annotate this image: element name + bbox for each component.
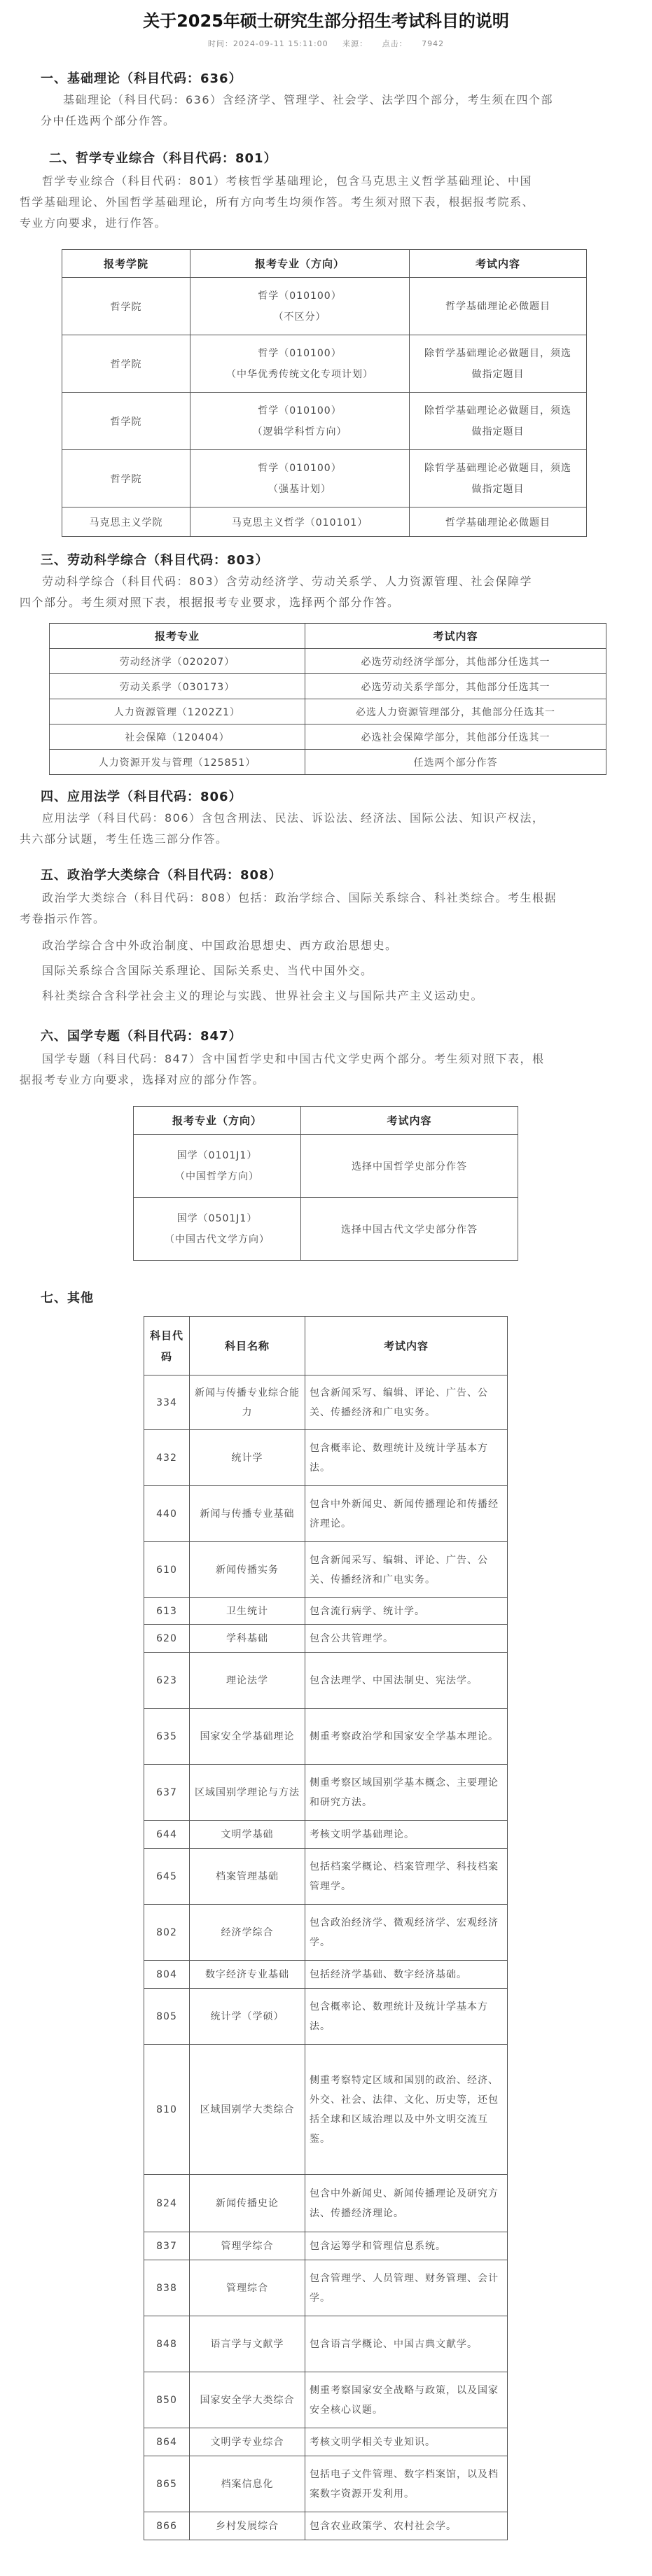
table-row xyxy=(50,724,606,750)
table-header-row xyxy=(62,250,587,278)
major-line: 国学（0501J1） xyxy=(176,1212,258,1224)
column-header: 考试内容 xyxy=(301,1107,518,1135)
table-row xyxy=(50,750,606,775)
content-cell: 必选劳动关系学部分，其他部分任选其一 xyxy=(305,674,606,699)
name-cell: 档案管理基础 xyxy=(190,1849,305,1905)
content-cell xyxy=(410,393,587,450)
content-cell xyxy=(410,278,587,335)
table-row xyxy=(144,2372,508,2428)
content-line: 做指定题目 xyxy=(471,483,525,495)
name-cell: 新闻传播实务 xyxy=(190,1542,305,1598)
table-row xyxy=(144,1765,508,1821)
click-count: 7942 xyxy=(422,39,445,48)
content-line: 除哲学基础理论必做题目，须选 xyxy=(424,347,571,359)
section-4-line: 共六部分试题，考生任选三部分作答。 xyxy=(20,832,228,846)
section-5-line: 科社类综合含科学社会主义的理论与实践、世界社会主义与国际共产主义运动史。 xyxy=(42,989,484,1002)
clicks-label: 点击： xyxy=(382,39,408,48)
content-cell: 包含法理学、中国法制史、宪法学。 xyxy=(305,1653,508,1709)
major-cell xyxy=(134,1198,301,1261)
name-cell: 理论法学 xyxy=(190,1653,305,1709)
major-cell xyxy=(190,278,410,335)
table-row xyxy=(144,1542,508,1598)
content-line: 除哲学基础理论必做题目，须选 xyxy=(424,462,571,474)
content-cell: 考核文明学基础理论。 xyxy=(305,1821,508,1849)
section-5-heading: 五、政治学大类综合（科目代码：808） xyxy=(41,868,282,883)
code-cell: 440 xyxy=(144,1486,190,1542)
table-row xyxy=(144,1821,508,1849)
code-cell: 613 xyxy=(144,1598,190,1625)
code-cell: 810 xyxy=(144,2045,190,2175)
content-cell: 必选人力资源管理部分，其他部分任选其一 xyxy=(305,699,606,724)
name-cell: 卫生统计 xyxy=(190,1598,305,1625)
table-row xyxy=(144,2175,508,2232)
table-row xyxy=(62,450,587,507)
content-cell: 包括经济学基础、数字经济基础。 xyxy=(305,1961,508,1989)
name-cell: 新闻与传播专业综合能力 xyxy=(190,1376,305,1430)
column-header: 考试内容 xyxy=(305,1317,508,1376)
table-header-row xyxy=(134,1107,518,1135)
code-cell: 866 xyxy=(144,2512,190,2540)
code-cell: 865 xyxy=(144,2456,190,2512)
college-cell: 哲学院 xyxy=(62,335,190,393)
article-meta xyxy=(0,38,652,49)
code-cell: 623 xyxy=(144,1653,190,1709)
table-row xyxy=(144,1625,508,1653)
college-cell: 马克思主义学院 xyxy=(62,507,190,537)
content-cell: 哲学基础理论必做题目 xyxy=(410,507,587,537)
section-2-body xyxy=(20,171,643,234)
table-row xyxy=(134,1135,518,1198)
source-label: 来源： xyxy=(342,39,368,48)
column-header: 考试内容 xyxy=(410,250,587,278)
major-cell: 人力资源开发与管理（125851） xyxy=(50,750,305,775)
other-subjects-table xyxy=(144,1316,508,2540)
major-cell xyxy=(190,393,410,450)
table-row xyxy=(144,2232,508,2260)
content-cell: 包含运筹学和管理信息系统。 xyxy=(305,2232,508,2260)
table-row xyxy=(144,1905,508,1961)
content-cell: 包括电子文件管理、数字档案馆，以及档案数字资源开发利用。 xyxy=(305,2456,508,2512)
content-line: 做指定题目 xyxy=(471,426,525,438)
publish-time: 时间：2024-09-11 15:11:00 xyxy=(207,39,328,48)
table-row xyxy=(144,2428,508,2456)
major-cell xyxy=(134,1135,301,1198)
major-line: 哲学（010100） xyxy=(258,290,342,302)
code-cell: 432 xyxy=(144,1430,190,1486)
name-cell: 国家安全学大类综合 xyxy=(190,2372,305,2428)
table-header-row xyxy=(144,1317,508,1376)
major-line: （中国古代文学方向） xyxy=(165,1233,270,1245)
major-cell: 人力资源管理（1202Z1） xyxy=(50,699,305,724)
major-cell: 劳动经济学（020207） xyxy=(50,649,305,674)
name-cell: 区域国别学大类综合 xyxy=(190,2045,305,2175)
table-row xyxy=(144,1653,508,1709)
major-line: （不区分） xyxy=(273,311,326,323)
major-line: （逻辑学科哲方向） xyxy=(252,426,347,438)
major-cell: 马克思主义哲学（010101） xyxy=(190,507,410,537)
content-cell: 侧重考察区域国别学基本概念、主要理论和研究方法。 xyxy=(305,1765,508,1821)
table-row xyxy=(144,1376,508,1430)
code-cell: 644 xyxy=(144,1821,190,1849)
content-cell: 包含概率论、数理统计及统计学基本方法。 xyxy=(305,1430,508,1486)
content-cell: 考核文明学相关专业知识。 xyxy=(305,2428,508,2456)
table-row xyxy=(144,1989,508,2045)
labor-table xyxy=(49,623,606,775)
name-cell: 新闻传播史论 xyxy=(190,2175,305,2232)
content-cell: 包含农业政策学、农村社会学。 xyxy=(305,2512,508,2540)
content-cell: 包含语言学概论、中国古典文献学。 xyxy=(305,2316,508,2372)
table-row xyxy=(144,2456,508,2512)
content-cell: 包含新闻采写、编辑、评论、广告、公关、传播经济和广电实务。 xyxy=(305,1376,508,1430)
name-cell: 乡村发展综合 xyxy=(190,2512,305,2540)
content-line: 哲学基础理论必做题目 xyxy=(445,300,550,312)
section-2-heading: 二、哲学专业综合（科目代码：801） xyxy=(49,151,277,166)
table-row xyxy=(144,1849,508,1905)
table-row xyxy=(62,335,587,393)
table-row xyxy=(50,699,606,724)
major-line: 哲学（010100） xyxy=(258,347,342,359)
section-7-heading: 七、其他 xyxy=(41,1291,94,1306)
major-line: 哲学（010100） xyxy=(258,462,342,474)
content-cell: 包含流行病学、统计学。 xyxy=(305,1598,508,1625)
name-cell: 学科基础 xyxy=(190,1625,305,1653)
content-cell: 侧重考察国家安全战略与政策，以及国家安全核心议题。 xyxy=(305,2372,508,2428)
name-cell: 统计学（学硕） xyxy=(190,1989,305,2045)
column-header: 报考专业（方向） xyxy=(134,1107,301,1135)
code-cell: 805 xyxy=(144,1989,190,2045)
name-cell: 文明学专业综合 xyxy=(190,2428,305,2456)
code-cell: 837 xyxy=(144,2232,190,2260)
content-cell: 包含中外新闻史、新闻传播理论及研究方法、传播经济理论。 xyxy=(305,2175,508,2232)
code-cell: 610 xyxy=(144,1542,190,1598)
table-row xyxy=(144,1961,508,1989)
content-cell: 侧重考察政治学和国家安全学基本理论。 xyxy=(305,1709,508,1765)
content-line: 除哲学基础理论必做题目，须选 xyxy=(424,405,571,416)
code-cell: 850 xyxy=(144,2372,190,2428)
code-cell: 838 xyxy=(144,2260,190,2316)
column-header: 报考学院 xyxy=(62,250,190,278)
code-cell: 864 xyxy=(144,2428,190,2456)
sinology-table xyxy=(133,1106,518,1261)
code-cell: 334 xyxy=(144,1376,190,1430)
page-title: 关于2025年硕士研究生部分招生考试科目的说明 xyxy=(143,11,509,31)
column-header: 科目代码 xyxy=(144,1317,190,1376)
table-row xyxy=(50,674,606,699)
college-cell: 哲学院 xyxy=(62,393,190,450)
section-4-body xyxy=(20,808,643,850)
major-line: （中国哲学方向） xyxy=(175,1170,259,1182)
table-row xyxy=(134,1198,518,1261)
major-cell: 劳动关系学（030173） xyxy=(50,674,305,699)
table-row xyxy=(50,649,606,674)
section-5-line: 国际关系综合含国际关系理论、国际关系史、当代中国外交。 xyxy=(42,964,373,977)
name-cell: 新闻与传播专业基础 xyxy=(190,1486,305,1542)
table-row xyxy=(62,393,587,450)
section-4-heading: 四、应用法学（科目代码：806） xyxy=(41,790,242,804)
section-1-body xyxy=(41,90,643,132)
section-4-line: 应用法学（科目代码：806）含包含刑法、民法、诉讼法、经济法、国际公法、知识产权法， xyxy=(42,811,545,825)
content-cell xyxy=(410,335,587,393)
content-cell: 包含中外新闻史、新闻传播理论和传播经济理论。 xyxy=(305,1486,508,1542)
content-cell: 选择中国古代文学史部分作答 xyxy=(301,1198,518,1261)
philosophy-table xyxy=(62,249,587,537)
major-line: 国学（0101J1） xyxy=(176,1149,258,1161)
section-5-body xyxy=(20,888,643,1007)
table-row xyxy=(144,1486,508,1542)
table-row xyxy=(144,1430,508,1486)
section-5-line: 考卷指示作答。 xyxy=(20,912,106,925)
column-header: 考试内容 xyxy=(305,624,606,649)
name-cell: 经济学综合 xyxy=(190,1905,305,1961)
major-cell xyxy=(190,335,410,393)
section-3-line: 劳动科学综合（科目代码：803）含劳动经济学、劳动关系学、人力资源管理、社会保障学 xyxy=(42,575,533,588)
content-cell: 必选社会保障学部分，其他部分任选其一 xyxy=(305,724,606,750)
section-6-line: 据报考专业方向要求，选择对应的部分作答。 xyxy=(20,1073,265,1086)
section-2-line: 哲学专业综合（科目代码：801）考核哲学基础理论，包含马克思主义哲学基础理论、中国 xyxy=(42,174,533,188)
code-cell: 635 xyxy=(144,1709,190,1765)
content-cell xyxy=(410,450,587,507)
major-line: （强基计划） xyxy=(268,483,331,495)
content-cell: 侧重考察特定区域和国别的政治、经济、外交、社会、法律、文化、历史等，还包括全球和区域治理以及中外文明交流互鉴。 xyxy=(305,2045,508,2175)
table-row xyxy=(62,278,587,335)
name-cell: 区域国别学理论与方法 xyxy=(190,1765,305,1821)
table-row xyxy=(144,2512,508,2540)
content-cell: 包含新闻采写、编辑、评论、广告、公关、传播经济和广电实务。 xyxy=(305,1542,508,1598)
section-1-line: 分中任选两个部分作答。 xyxy=(41,114,176,127)
table-row xyxy=(144,2316,508,2372)
section-2-line: 哲学基础理论、外国哲学基础理论，所有方向考生均须作答。考生须对照下表，根据报考院系、 xyxy=(20,195,535,209)
table-row xyxy=(62,507,587,537)
column-header: 科目名称 xyxy=(190,1317,305,1376)
name-cell: 管理学综合 xyxy=(190,2232,305,2260)
name-cell: 国家安全学基础理论 xyxy=(190,1709,305,1765)
content-cell: 包括档案学概论、档案管理学、科技档案管理学。 xyxy=(305,1849,508,1905)
section-5-line: 政治学大类综合（科目代码：808）包括：政治学综合、国际关系综合、科社类综合。考生根据 xyxy=(42,891,557,904)
college-cell: 哲学院 xyxy=(62,278,190,335)
section-6-body xyxy=(20,1049,643,1091)
college-cell: 哲学院 xyxy=(62,450,190,507)
name-cell: 统计学 xyxy=(190,1430,305,1486)
section-6-heading: 六、国学专题（科目代码：847） xyxy=(41,1029,242,1044)
code-cell: 848 xyxy=(144,2316,190,2372)
content-cell: 选择中国哲学史部分作答 xyxy=(301,1135,518,1198)
section-1-heading: 一、基础理论（科目代码：636） xyxy=(41,71,242,86)
major-line: 哲学（010100） xyxy=(258,405,342,416)
name-cell: 文明学基础 xyxy=(190,1821,305,1849)
section-6-line: 国学专题（科目代码：847）含中国哲学史和中国古代文学史两个部分。考生须对照下表，根 xyxy=(42,1052,545,1065)
content-cell: 任选两个部分作答 xyxy=(305,750,606,775)
content-line: 做指定题目 xyxy=(471,368,525,380)
name-cell: 管理综合 xyxy=(190,2260,305,2316)
code-cell: 804 xyxy=(144,1961,190,1989)
content-cell: 包含管理学、人员管理、财务管理、会计学。 xyxy=(305,2260,508,2316)
table-row xyxy=(144,2045,508,2175)
section-1-line: 基础理论（科目代码：636）含经济学、管理学、社会学、法学四个部分，考生须在四个部 xyxy=(63,93,554,106)
major-cell: 社会保障（120404） xyxy=(50,724,305,750)
table-header-row xyxy=(50,624,606,649)
code-cell: 637 xyxy=(144,1765,190,1821)
table-row xyxy=(144,2260,508,2316)
code-cell: 645 xyxy=(144,1849,190,1905)
table-row xyxy=(144,1598,508,1625)
column-header: 报考专业 xyxy=(50,624,305,649)
section-3-heading: 三、劳动科学综合（科目代码：803） xyxy=(41,553,269,568)
code-cell: 802 xyxy=(144,1905,190,1961)
section-3-line: 四个部分。考生须对照下表，根据报考专业要求，选择两个部分作答。 xyxy=(20,596,400,609)
name-cell: 数字经济专业基础 xyxy=(190,1961,305,1989)
code-cell: 824 xyxy=(144,2175,190,2232)
content-cell: 必选劳动经济学部分，其他部分任选其一 xyxy=(305,649,606,674)
name-cell: 档案信息化 xyxy=(190,2456,305,2512)
major-cell xyxy=(190,450,410,507)
code-cell: 620 xyxy=(144,1625,190,1653)
content-cell: 包含公共管理学。 xyxy=(305,1625,508,1653)
section-2-line: 专业方向要求，进行作答。 xyxy=(20,216,167,230)
table-row xyxy=(144,1709,508,1765)
section-3-body xyxy=(20,571,643,613)
section-5-line: 政治学综合含中外政治制度、中国政治思想史、西方政治思想史。 xyxy=(42,939,398,952)
column-header: 报考专业（方向） xyxy=(190,250,410,278)
content-cell: 包含概率论、数理统计及统计学基本方法。 xyxy=(305,1989,508,2045)
name-cell: 语言学与文献学 xyxy=(190,2316,305,2372)
content-cell: 包含政治经济学、微观经济学、宏观经济学。 xyxy=(305,1905,508,1961)
major-line: （中华优秀传统文化专项计划） xyxy=(226,368,373,380)
